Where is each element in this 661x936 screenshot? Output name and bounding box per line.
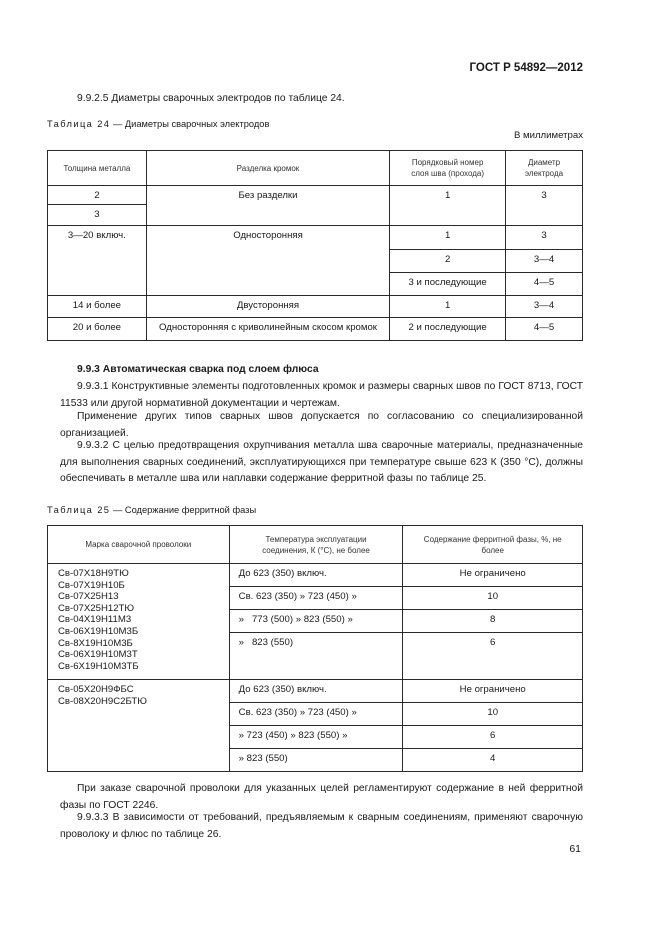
table-cell: 1 <box>390 186 506 226</box>
section-paragraph-3: 9.9.3.2 С целью предотвращения охрупчивания металла шва сварочные материалы, предназначенные для выполнения сварных соединений, эксплуатирующихся при температуре свыше 623 К (350 °С), должны обеспечивать в металле шва или наплавки содержание ферритной фазы по таблице 25. <box>60 440 583 485</box>
table-24-header-row <box>48 151 583 186</box>
page-number: 61 <box>569 843 581 855</box>
table-cell: 8 <box>403 610 583 633</box>
table-25-header-wire: Марка сварочной проволоки <box>48 526 230 564</box>
table-cell: 2 и последующие <box>390 318 506 341</box>
table-cell: До 623 (350) включ. <box>229 680 403 703</box>
table-cell: Не ограничено <box>403 564 583 587</box>
table-24 <box>47 150 583 341</box>
table-cell: 6 <box>403 726 583 749</box>
table-24-header-diameter: Диаметр электрода <box>506 151 583 186</box>
table-24-header-thickness: Толщина металла <box>48 151 147 186</box>
table-row <box>48 564 583 587</box>
table-25-header-ferrite: Содержание ферритной фазы, %, не более <box>403 526 583 564</box>
table-cell: 10 <box>403 587 583 610</box>
table-cell: 3—4 <box>506 250 583 273</box>
table-cell: » 823 (550) <box>229 633 403 680</box>
table-cell: » 823 (550) <box>229 749 403 772</box>
table-cell: Св. 623 (350) » 723 (450) » <box>229 587 403 610</box>
table-cell: 14 и более <box>48 296 147 318</box>
table-cell: Не ограничено <box>403 680 583 703</box>
table-row <box>48 680 583 703</box>
wire-list-group-1 <box>48 564 230 680</box>
wire-grade: Св-06Х19Н10М3Б <box>58 625 139 637</box>
table-cell: 1 <box>390 226 506 250</box>
section-heading: 9.9.3 Автоматическая сварка под слоем флюса <box>77 364 319 375</box>
table-cell: 3 <box>48 205 147 226</box>
wire-list-group-2 <box>48 680 230 772</box>
table-cell: 2 <box>48 186 147 205</box>
table-24-title: — Диаметры сварочных электродов <box>110 119 270 129</box>
wire-grade: Св-05Х20Н9ФБС <box>58 684 134 695</box>
table-cell: 3—4 <box>506 296 583 318</box>
wire-list <box>58 568 229 672</box>
wire-grade: Св-6Х19Н10М3ТБ <box>58 660 139 672</box>
wire-list <box>58 684 229 707</box>
table-cell: 4—5 <box>506 273 583 296</box>
table-cell: 20 и более <box>48 318 147 341</box>
table-cell: 2 <box>390 250 506 273</box>
table-25-title: — Содержание ферритной фазы <box>110 505 257 515</box>
table-row <box>48 226 583 250</box>
document-header: ГОСТ Р 54892—2012 <box>469 62 583 74</box>
table-cell: » 723 (450) » 823 (550) » <box>229 726 403 749</box>
table-cell: До 623 (350) включ. <box>229 564 403 587</box>
section-paragraph-2: Применение других типов сварных швов допускается по согласованию со специализированной организацией. <box>60 411 583 439</box>
table-24-header-layer-number: Порядковый номер слоя шва (прохода) <box>390 151 506 186</box>
wire-grade: Св-04Х19Н11М3 <box>58 614 132 626</box>
table-cell: 6 <box>403 633 583 680</box>
wire-grade: Св-07Х25Н12ТЮ <box>58 602 135 614</box>
wire-grade: Св-08Х20Н9С2БТЮ <box>58 695 147 707</box>
table-cell: 4 <box>403 749 583 772</box>
table-cell: Односторонняя <box>146 226 389 296</box>
table-cell: Двусторонняя <box>146 296 389 318</box>
table-cell: 1 <box>390 296 506 318</box>
table-cell: Св. 623 (350) » 723 (450) » <box>229 703 403 726</box>
table-cell: » 773 (500) » 823 (550) » <box>229 610 403 633</box>
table-24-label: Таблица 24 <box>47 119 111 129</box>
table-25 <box>47 525 583 772</box>
wire-grade: Св-07Х18Н9ТЮ <box>58 568 129 579</box>
intro-paragraph: 9.9.2.5 Диаметры сварочных электродов по таблице 24. <box>77 93 345 104</box>
table-cell: Без разделки <box>146 186 389 226</box>
table-25-header-row <box>48 526 583 564</box>
wire-grade: Св-07Х19Н10Б <box>58 579 125 591</box>
table-cell: Односторонняя с криволинейным скосом кромок <box>146 318 389 341</box>
table-cell: 3 и последующие <box>390 273 506 296</box>
table-cell: 3 <box>506 226 583 250</box>
wire-grade: Св-06Х19Н10М3Т <box>58 649 138 661</box>
table-cell: 3 <box>506 186 583 226</box>
table-24-units: В миллиметрах <box>513 130 583 141</box>
table-row <box>48 296 583 318</box>
after-paragraph-1: При заказе сварочной проволоки для указанных целей регламентируют содержание в ней ферритной фазы по ГОСТ 2246. <box>60 783 583 811</box>
table-cell: 10 <box>403 703 583 726</box>
table-24-caption <box>47 119 269 129</box>
table-25-label: Таблица 25 <box>47 505 111 515</box>
table-25-caption <box>47 505 256 515</box>
after-paragraph-2: 9.9.3.3 В зависимости от требований, предъявляемым к сварным соединениям, применяют сварочную проволоку и флюс по таблице 26. <box>60 812 583 840</box>
wire-grade: Св-07Х25Н13 <box>58 591 119 603</box>
table-cell: 3—20 включ. <box>48 226 147 296</box>
section-paragraph-1: 9.9.3.1 Конструктивные элементы подготовленных кромок и размеры сварных швов по ГОСТ 8713, ГОСТ 11533 или другой нормативной документации и чертежам. <box>60 381 583 409</box>
wire-grade: Св-8Х19Н10М3Б <box>58 637 133 649</box>
table-25-header-temperature: Температура эксплуатации соединения, К (°С), не более <box>229 526 403 564</box>
table-row <box>48 318 583 341</box>
table-row <box>48 186 583 205</box>
table-cell: 4—5 <box>506 318 583 341</box>
table-24-header-edge-prep: Разделка кромок <box>146 151 389 186</box>
